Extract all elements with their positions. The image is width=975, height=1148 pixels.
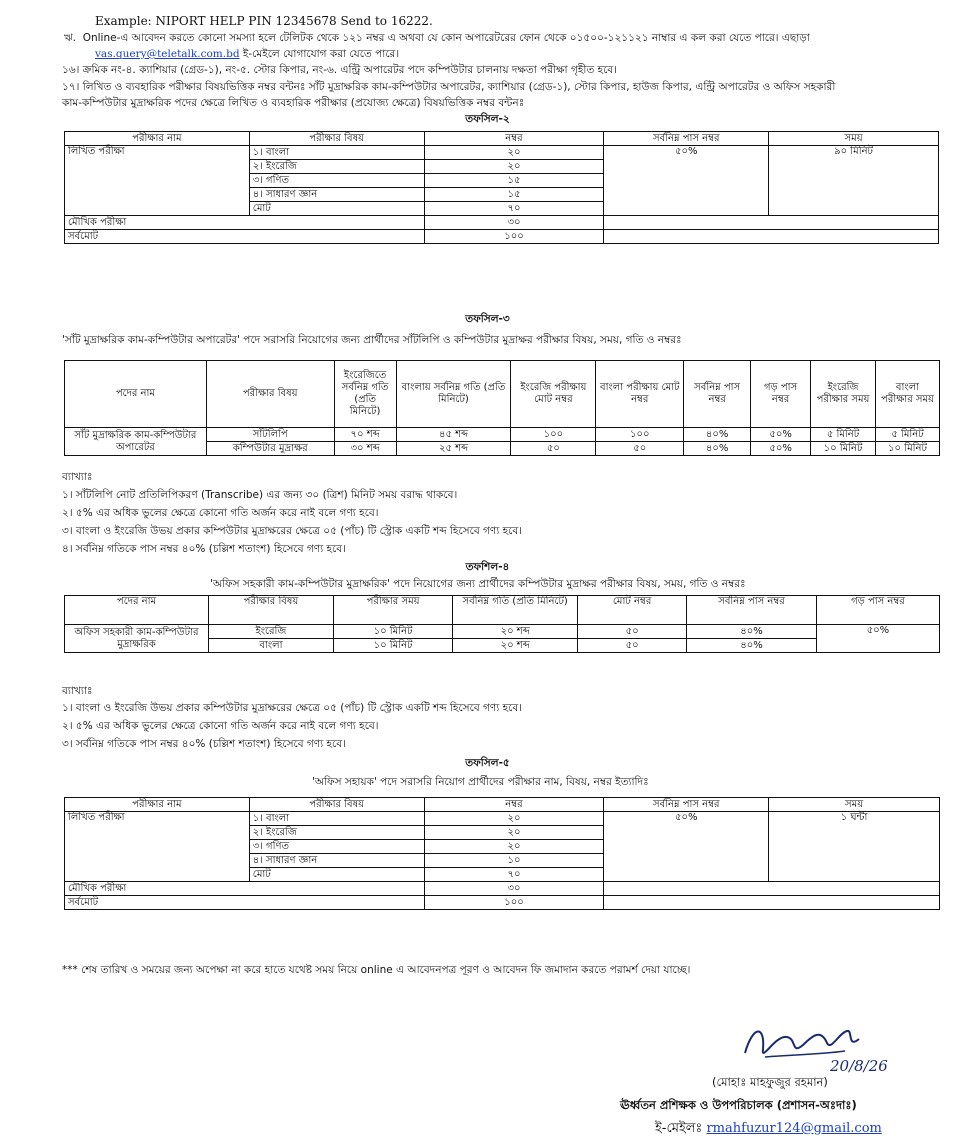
marks-cell: ১৫ — [424, 188, 604, 202]
email-label: ই-মেইলঃ — [655, 1121, 703, 1136]
header-bangla-marks: বাংলা পরীক্ষায় মোট নম্বর — [596, 361, 684, 428]
total-label: সর্বমোট — [65, 896, 425, 910]
value-cell: ১০০ — [596, 428, 684, 442]
header-time: সময় — [769, 798, 940, 812]
header-bangla-speed: বাংলায় সর্বনিম্ন গতি (প্রতি মিনিটে) — [396, 361, 511, 428]
schedule4-notes-title: ব্যাখ্যাঃ — [62, 685, 93, 697]
value-cell: ৫ মিনিট — [811, 428, 876, 442]
schedule2-heading: তফসিল-২ — [465, 113, 510, 125]
header-min-pass: সর্বনিম্ন পাস নম্বর — [687, 596, 817, 625]
value-cell: ১০ মিনিট — [333, 625, 452, 639]
header-post: পদের নাম — [65, 361, 207, 428]
value-cell: ৫০ — [578, 625, 687, 639]
header-exam-name: পরীক্ষার নাম — [65, 132, 250, 146]
table-row — [65, 812, 940, 826]
signatory-email-link[interactable]: rmahfuzur124@gmail.com — [706, 1121, 882, 1136]
value-cell: ৫০ — [578, 639, 687, 653]
teletalk-email-link[interactable]: vas.query@teletalk.com.bd — [95, 48, 240, 60]
email-suffix: ই-মেইলে যোগাযোগ করা যেতে পারে। — [242, 48, 400, 60]
marks-cell: ৭০ — [424, 202, 604, 216]
schedule5-table — [64, 797, 940, 910]
header-min-pass: সর্বনিম্ন পাস নম্বর — [604, 132, 769, 146]
total-marks: ১০০ — [424, 896, 604, 910]
value-cell: ৪০% — [684, 442, 751, 456]
avg-pass-cell: ৫০% — [816, 625, 939, 653]
subject-cell: ৩। গণিত — [249, 174, 424, 188]
table-header-row — [65, 798, 940, 812]
value-cell: ২০ শব্দ — [453, 625, 578, 639]
subject-cell: মোট — [249, 202, 424, 216]
marks-cell: ২০ — [424, 826, 604, 840]
subject-cell: ৪। সাধারণ জ্ঞান — [249, 854, 424, 868]
signature-image — [735, 1015, 895, 1075]
schedule3-table — [64, 360, 940, 456]
schedule5-intro: 'অফিস সহায়ক' পদে সরাসরি নিয়োগ প্রার্থীদের পরীক্ষার নাম, বিষয়, নম্বর ইত্যাদিঃ — [312, 776, 649, 788]
table-row — [65, 216, 939, 230]
value-cell: ১০০ — [511, 428, 596, 442]
marks-cell: ২০ — [424, 160, 604, 174]
table-row — [65, 896, 940, 910]
subject-cell: কম্পিউটার মুদ্রাক্ষর — [206, 442, 334, 456]
header-english-marks: ইংরেজি পরীক্ষায় মোট নম্বর — [511, 361, 596, 428]
value-cell: ৫০% — [751, 428, 811, 442]
table-row — [65, 428, 940, 442]
header-subject: পরীক্ষার বিষয় — [249, 132, 424, 146]
header-subject: পরীক্ষার বিষয় — [206, 361, 334, 428]
value-cell: ৭০ শব্দ — [334, 428, 396, 442]
header-exam-name: পরীক্ষার নাম — [65, 798, 250, 812]
schedule3-heading: তফসিল-৩ — [465, 313, 510, 325]
schedule4-note: ১। বাংলা ও ইংরেজি উভয় প্রকার কম্পিউটার মুদ্রাক্ষরের ক্ষেত্রে ০৫ (পাঁচ) টি স্ট্রোক একটি শব্দ হিসেবে গণ্য হবে। — [62, 702, 522, 714]
header-avg-pass: গড় পাস নম্বর — [751, 361, 811, 428]
value-cell: ৪৫ শব্দ — [396, 428, 511, 442]
oral-exam-label: মৌখিক পরীক্ষা — [65, 216, 425, 230]
item-16: ১৬। ক্রমিক নং-৪. ক্যাশিয়ার (গ্রেড-১), নং-৫. স্টোর কিপার, নং-৬. এন্ট্রি অপারেটর পদে কম্পিউটার চালনায় দক্ষতা পরীক্ষা গৃহীত হবে। — [62, 64, 617, 76]
header-avg-pass: গড় পাস নম্বর — [816, 596, 939, 625]
subject-cell: ২। ইংরেজি — [249, 160, 424, 174]
header-min-pass: সর্বনিম্ন পাস নম্বর — [684, 361, 751, 428]
header-min-speed: সর্বনিম্ন গতি (প্রতি মিনিটে) — [453, 596, 578, 625]
signatory-designation: ঊর্ধ্বতন প্রশিক্ষক ও উপপরিচালক (প্রশাসন-অঃদাঃ) — [620, 1098, 857, 1112]
table-header-row — [65, 132, 939, 146]
schedule4-note: ২। ৫% এর অধিক ভুলের ক্ষেত্রে কোনো গতি অর্জন করে নাই বলে গণ্য হবে। — [62, 720, 379, 732]
oral-marks: ৩০ — [424, 216, 604, 230]
header-time: সময় — [769, 132, 939, 146]
item-17-line2: কাম-কম্পিউটার মুদ্রাক্ষরিক পদের ক্ষেত্রে লিখিত ও ব্যবহারিক পরীক্ষার (প্রযোজ্য ক্ষেত্রে) বিষয়ভিত্তিক নম্বর বন্টনঃ — [62, 97, 525, 109]
total-marks: ১০০ — [424, 230, 604, 244]
subject-cell: ইংরেজি — [209, 625, 334, 639]
value-cell: ৪০% — [687, 625, 817, 639]
post-name-cell: সাঁট মুদ্রাক্ষরিক কাম-কম্পিউটার অপারেটর — [65, 428, 207, 456]
value-cell: ১০ মিনিট — [875, 442, 939, 456]
schedule3-note: ২। ৫% এর অধিক ভুলের ক্ষেত্রে কোনো গতি অর্জন করে নাই বলে গণ্য হবে। — [62, 507, 379, 519]
schedule3-intro: 'সাঁট মুদ্রাক্ষরিক কাম-কম্পিউটার অপারেটর' পদে সরাসরি নিয়োগের জন্য প্রার্থীদের সাঁটলিপি ও কম্পিউটার মুদ্রাক্ষর পরীক্ষার বিষয়, সময়, গতি ও নম্বরঃ — [62, 334, 682, 346]
marks-cell: ১০ — [424, 854, 604, 868]
value-cell: ২০ শব্দ — [453, 639, 578, 653]
subject-cell: ৪। সাধারণ জ্ঞান — [249, 188, 424, 202]
oral-exam-label: মৌখিক পরীক্ষা — [65, 882, 425, 896]
table-header-row — [65, 361, 940, 428]
email-line — [95, 47, 399, 61]
signatory-name: (মোহাঃ মাহফুজুর রহমান) — [712, 1075, 828, 1089]
value-cell: ৫ মিনিট — [875, 428, 939, 442]
time-cell: ১ ঘন্টা — [769, 812, 940, 882]
schedule3-note: ১। সাঁটলিপি নোট প্রতিলিপিকরণ (Transcribe) এর জন্য ৩০ (ত্রিশ) মিনিট সময় বরাদ্ধ থাকবে। — [62, 489, 458, 501]
subject-cell: সাঁটলিপি — [206, 428, 334, 442]
header-subject: পরীক্ষার বিষয় — [249, 798, 424, 812]
marks-cell: ২০ — [424, 812, 604, 826]
value-cell: ১০ মিনিট — [333, 639, 452, 653]
subject-cell: ১। বাংলা — [249, 812, 424, 826]
marks-cell: ১৫ — [424, 174, 604, 188]
item-17-line1: ১৭। লিখিত ও ব্যবহারিক পরীক্ষার বিষয়ভিত্তিক নম্বর বন্টনঃ সাঁট মুদ্রাক্ষরিক কাম-কম্পিউটার অপারেটর, ক্যাশিয়ার (গ্রেড-১), স্টোর কিপার, হাউজ কিপার, এন্ট্রি অপারেটর ও অফিস সহকারী — [62, 81, 836, 93]
table-row — [65, 230, 939, 244]
header-marks: নম্বর — [424, 798, 604, 812]
footer-note: *** শেষ তারিখ ও সময়ের জন্য অপেক্ষা না করে হাতে যথেষ্ট সময় নিয়ে online এ আবেদনপত্র পূরণ ও আবেদন ফি জমাদান করতে পরামর্শ দেয়া যাচ্ছে। — [62, 964, 691, 976]
marks-cell: ২০ — [424, 840, 604, 854]
marks-cell: ২০ — [424, 146, 604, 160]
schedule3-notes-title: ব্যাখ্যাঃ — [62, 471, 93, 483]
value-cell: ৫০% — [751, 442, 811, 456]
written-exam-label: লিখিত পরীক্ষা — [65, 812, 250, 882]
subject-cell: মোট — [249, 868, 424, 882]
value-cell: ২৫ শব্দ — [396, 442, 511, 456]
time-cell: ৯০ মিনিট — [769, 146, 939, 216]
schedule4-intro: 'অফিস সহকারী কাম-কম্পিউটার মুদ্রাক্ষরিক' পদে নিয়োগের জন্য প্রার্থীদের কম্পিউটার মুদ্রাক্ষর পরীক্ষার বিষয়, সময়, গতি ও নম্বরঃ — [210, 578, 746, 590]
value-cell: ৫০ — [511, 442, 596, 456]
header-english-time: ইংরেজি পরীক্ষার সময় — [811, 361, 876, 428]
header-marks: নম্বর — [424, 132, 604, 146]
header-min-pass: সর্বনিম্ন পাস নম্বর — [604, 798, 769, 812]
header-subject: পরীক্ষার বিষয় — [209, 596, 334, 625]
value-cell: ৪০% — [687, 639, 817, 653]
subject-cell: ২। ইংরেজি — [249, 826, 424, 840]
online-help-text: Online-এ আবেদন করতে কোনো সমস্যা হলে টেলিটক থেকে ১২১ নম্বর এ অথবা যে কোন অপারেটরের ফোন থেকে ০১৫০০-১২১১২১ নাম্বার এ কল করা যেতে পারে। এছাড়া — [82, 32, 810, 44]
oral-marks: ৩০ — [424, 882, 604, 896]
schedule5-heading: তফসিল-৫ — [465, 757, 510, 769]
schedule4-table — [64, 595, 940, 653]
schedule4-heading: তফশিল-৪ — [465, 561, 510, 573]
example-text: Example: NIPORT HELP PIN 12345678 Send to 16222. — [95, 14, 433, 28]
schedule3-note: ৪। সর্বনিম্ন গতিকে পাস নম্বর ৪০% (চল্লিশ শতাংশ) হিসেবে গণ্য হবে। — [62, 543, 346, 555]
header-post: পদের নাম — [65, 596, 209, 625]
subject-cell: ১। বাংলা — [249, 146, 424, 160]
subject-cell: ৩। গণিত — [249, 840, 424, 854]
pass-cell: ৫০% — [604, 812, 769, 882]
header-bangla-time: বাংলা পরীক্ষার সময় — [875, 361, 939, 428]
schedule4-note: ৩। সর্বনিম্ন গতিকে পাস নম্বর ৪০% (চল্লিশ শতাংশ) হিসেবে গণ্য হবে। — [62, 738, 346, 750]
header-exam-time: পরীক্ষার সময় — [333, 596, 452, 625]
subject-cell: বাংলা — [209, 639, 334, 653]
schedule2-table — [64, 131, 939, 244]
post-name-cell: অফিস সহকারী কাম-কম্পিউটার মুদ্রাক্ষরিক — [65, 625, 209, 653]
written-exam-label: লিখিত পরীক্ষা — [65, 146, 250, 216]
value-cell: ৩০ শব্দ — [334, 442, 396, 456]
table-row — [65, 625, 940, 639]
table-header-row — [65, 596, 940, 625]
signature-date: 20/8/26 — [830, 1057, 888, 1075]
table-row — [65, 882, 940, 896]
value-cell: ৪০% — [684, 428, 751, 442]
schedule3-note: ৩। বাংলা ও ইংরেজি উভয় প্রকার কম্পিউটার মুদ্রাক্ষরের ক্ষেত্রে ০৫ (পাঁচ) টি স্ট্রোক একটি শব্দ হিসেবে গণ্য হবে। — [62, 525, 522, 537]
signatory-email-line — [655, 1122, 882, 1136]
pass-cell: ৫০% — [604, 146, 769, 216]
value-cell: ১০ মিনিট — [811, 442, 876, 456]
value-cell: ৫০ — [596, 442, 684, 456]
table-row — [65, 146, 939, 160]
marks-cell: ৭০ — [424, 868, 604, 882]
header-english-speed: ইংরেজিতে সর্বনিম্ন গতি (প্রতি মিনিটে) — [334, 361, 396, 428]
online-marker: ঋ. — [64, 32, 77, 44]
online-help-line — [64, 31, 810, 45]
header-total-marks: মোট নম্বর — [578, 596, 687, 625]
total-label: সর্বমোট — [65, 230, 425, 244]
